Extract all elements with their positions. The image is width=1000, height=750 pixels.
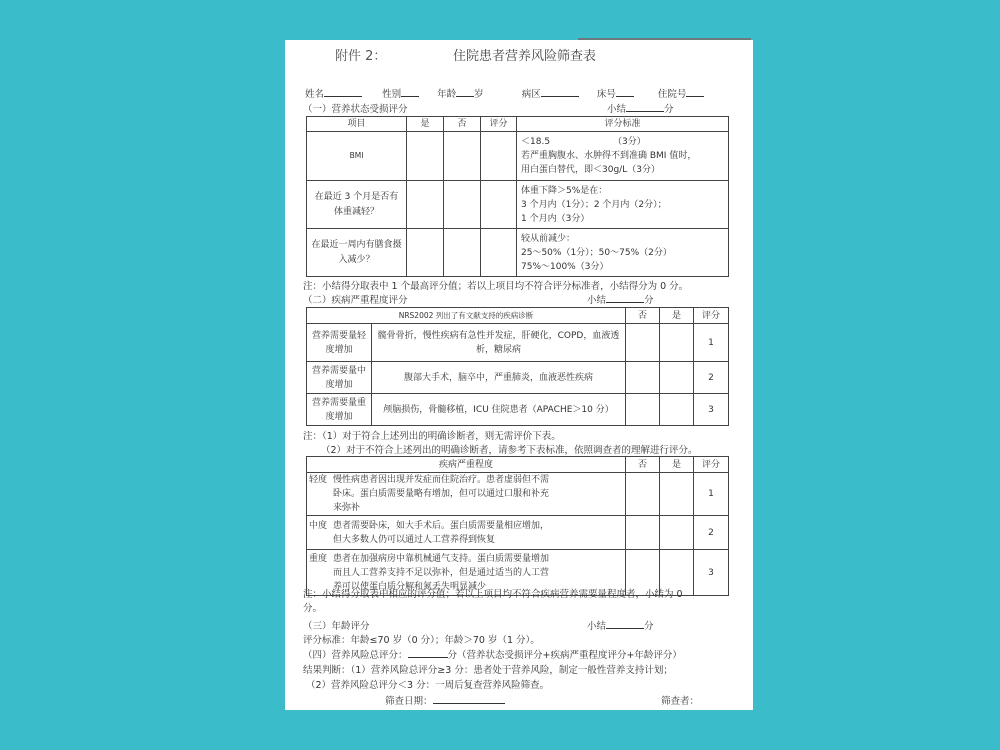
score-cell: 1 [694,324,729,362]
screening-date-row [385,693,505,707]
diagnosis-cell: 腹部大手术，脑卒中，严重肺炎，血液恶性疾病 [372,362,626,394]
column-header: 项目 [307,117,407,132]
column-header: 评分 [481,117,517,132]
total-score-field[interactable] [408,647,448,658]
table-header-row [307,308,729,324]
no-cell[interactable] [626,516,660,550]
ward-field[interactable] [541,86,579,97]
table-row [307,324,729,362]
no-cell[interactable] [444,229,481,277]
score-cell: 3 [694,550,729,596]
table-row [307,473,729,516]
yes-cell[interactable] [660,362,694,394]
score-cell: 2 [694,362,729,394]
score-cell[interactable] [481,132,517,181]
column-header: 是 [660,308,694,324]
no-cell[interactable] [444,132,481,181]
severity-cell: 重度 患者在加强病房中靠机械通气支持。蛋白质需要量增加而且人工营养支持不足以弥补，但是通过适当的人工营养可以使蛋白质分解和氮丢失明显减少 [307,550,626,596]
section1-subtotal: 小结 分 [607,101,674,115]
section3-title: （三）年龄评分 [303,621,370,632]
column-header: 评分 [694,457,729,473]
column-header: 是 [660,457,694,473]
category-cell: 营养需要量重度增加 [307,394,372,426]
score-cell[interactable] [481,229,517,277]
score-cell: 1 [694,473,729,516]
screening-date-field[interactable] [433,693,505,704]
yes-cell[interactable] [407,132,444,181]
table-header-row [307,457,729,473]
criteria-cell: ＜18.5 （3分） 若严重胸腹水、水肿得不到准确 BMI 值时， 用白蛋白替代，即＜30g/L（3分） [517,132,729,181]
score-cell[interactable] [481,181,517,229]
section1-subtotal-field[interactable] [626,101,664,112]
age-unit: 岁 [474,89,484,100]
no-cell[interactable] [626,394,660,426]
document-page [285,40,753,710]
section2-subtotal-field[interactable] [606,292,644,303]
section2-title: （二）疾病严重程度评分 [303,295,408,306]
section2-note2: （2）对于不符合上述列出的明确诊断者，请参考下表标准，依照调查者的理解进行评分。 [321,445,698,456]
section3-subtotal-field[interactable] [606,618,644,629]
item-cell: 在最近一周内有膳食摄入减少？ [307,229,407,277]
admission-label: 住院号 [657,89,687,100]
yes-cell[interactable] [660,473,694,516]
severity-cell: 轻度 慢性病患者因出现并发症而住院治疗。患者虚弱但不需卧床。蛋白质需要量略有增加，但可以通过口服和补充来弥补 [307,473,626,516]
no-cell[interactable] [626,324,660,362]
annex-label: 附件 2： [335,49,387,64]
section4-row [303,647,682,661]
no-cell[interactable] [626,473,660,516]
screener-label: 筛查者： [661,696,700,707]
bed-label: 床号 [596,89,616,100]
age-label: 年龄 [437,89,457,100]
section2-note3: 注：小结得分取表中相应的评分值；若以上项目均不符合疾病营养需要量程度者，小结为 0 [303,589,683,600]
column-header: 评分标准 [517,117,729,132]
table-row [307,516,729,550]
diagnosis-cell: 髋骨骨折，慢性疾病有急性并发症，肝硬化，COPD，血液透析，糖尿病 [372,324,626,362]
disease-severity-table [306,456,729,596]
no-cell[interactable] [626,362,660,394]
table-row [307,229,729,277]
section3-subtotal: 小结 分 [587,618,654,632]
category-cell: 营养需要量中度增加 [307,362,372,394]
criteria-cell: 体重下降＞5%是在： 3 个月内（1分）；2 个月内（2分）； 1 个月内（3分） [517,181,729,229]
yes-cell[interactable] [660,324,694,362]
screening-date-label: 筛查日期： [385,696,433,707]
bed-field[interactable] [616,86,634,97]
nutrition-status-table [306,116,729,277]
category-cell: 营养需要量轻度增加 [307,324,372,362]
admission-field[interactable] [686,86,704,97]
name-field[interactable] [324,86,362,97]
yes-cell[interactable] [660,516,694,550]
table-row [307,362,729,394]
yes-cell[interactable] [407,229,444,277]
gender-label: 性别 [382,89,402,100]
patient-info-row [305,86,704,100]
section3-criteria: 评分标准：年龄≤70 岁（0 分）；年龄＞70 岁（1 分）。 [303,635,540,646]
criteria-cell: 较从前减少： 25～50%（1分）；50～75%（2分） 75%～100%（3分） [517,229,729,277]
column-header: 疾病严重程度 [307,457,626,473]
column-header: 否 [626,308,660,324]
section1-title: （一）营养状态受损评分 [303,104,408,115]
age-field[interactable] [456,86,474,97]
score-cell: 2 [694,516,729,550]
name-label: 姓名 [305,89,325,100]
column-header: 是 [407,117,444,132]
page-title: 住院患者营养风险筛查表 [453,49,597,64]
table-row [307,132,729,181]
section4-formula: 分（营养状态受损评分+疾病严重程度评分+年龄评分） [447,650,682,661]
section4-title: （四）营养风险总评分： [303,650,408,661]
item-cell: BMI [307,132,407,181]
result-judgment-1: 结果判断：（1）营养风险总评分≥3 分：患者处于营养风险，制定一般性营养支持计划； [303,665,673,676]
column-header: 评分 [694,308,729,324]
gender-field[interactable] [401,86,419,97]
disease-diagnosis-table [306,307,729,426]
severity-cell: 中度 患者需要卧床，如大手术后。蛋白质需要量相应增加，但大多数人仍可以通过人工营养得到恢复 [307,516,626,550]
column-header: 否 [444,117,481,132]
table-row [307,394,729,426]
section1-note: 注：小结得分取表中 1 个最高评分值；若以上项目均不符合评分标准者，小结得分为 0 分。 [303,281,689,292]
ward-label: 病区 [521,89,541,100]
no-cell[interactable] [444,181,481,229]
section2-subtotal: 小结 分 [587,292,654,306]
table-row [307,181,729,229]
diagnosis-cell: 颅脑损伤，骨髓移植，ICU 住院患者（APACHE＞10 分） [372,394,626,426]
item-cell: 在最近 3 个月是否有体重减轻？ [307,181,407,229]
section2-note1: 注：（1）对于符合上述列出的明确诊断者，则无需评价下表。 [303,431,561,442]
screener-row [661,693,699,707]
yes-cell[interactable] [660,394,694,426]
yes-cell[interactable] [407,181,444,229]
result-judgment-2: （2）营养风险总评分＜3 分：一周后复查营养风险筛查。 [306,680,550,691]
column-header: NRS2002 列出了有文献支持的疾病诊断 [307,308,626,324]
score-cell: 3 [694,394,729,426]
section2-note3-cont: 分。 [303,603,323,614]
table-header-row [307,117,729,132]
column-header: 否 [626,457,660,473]
